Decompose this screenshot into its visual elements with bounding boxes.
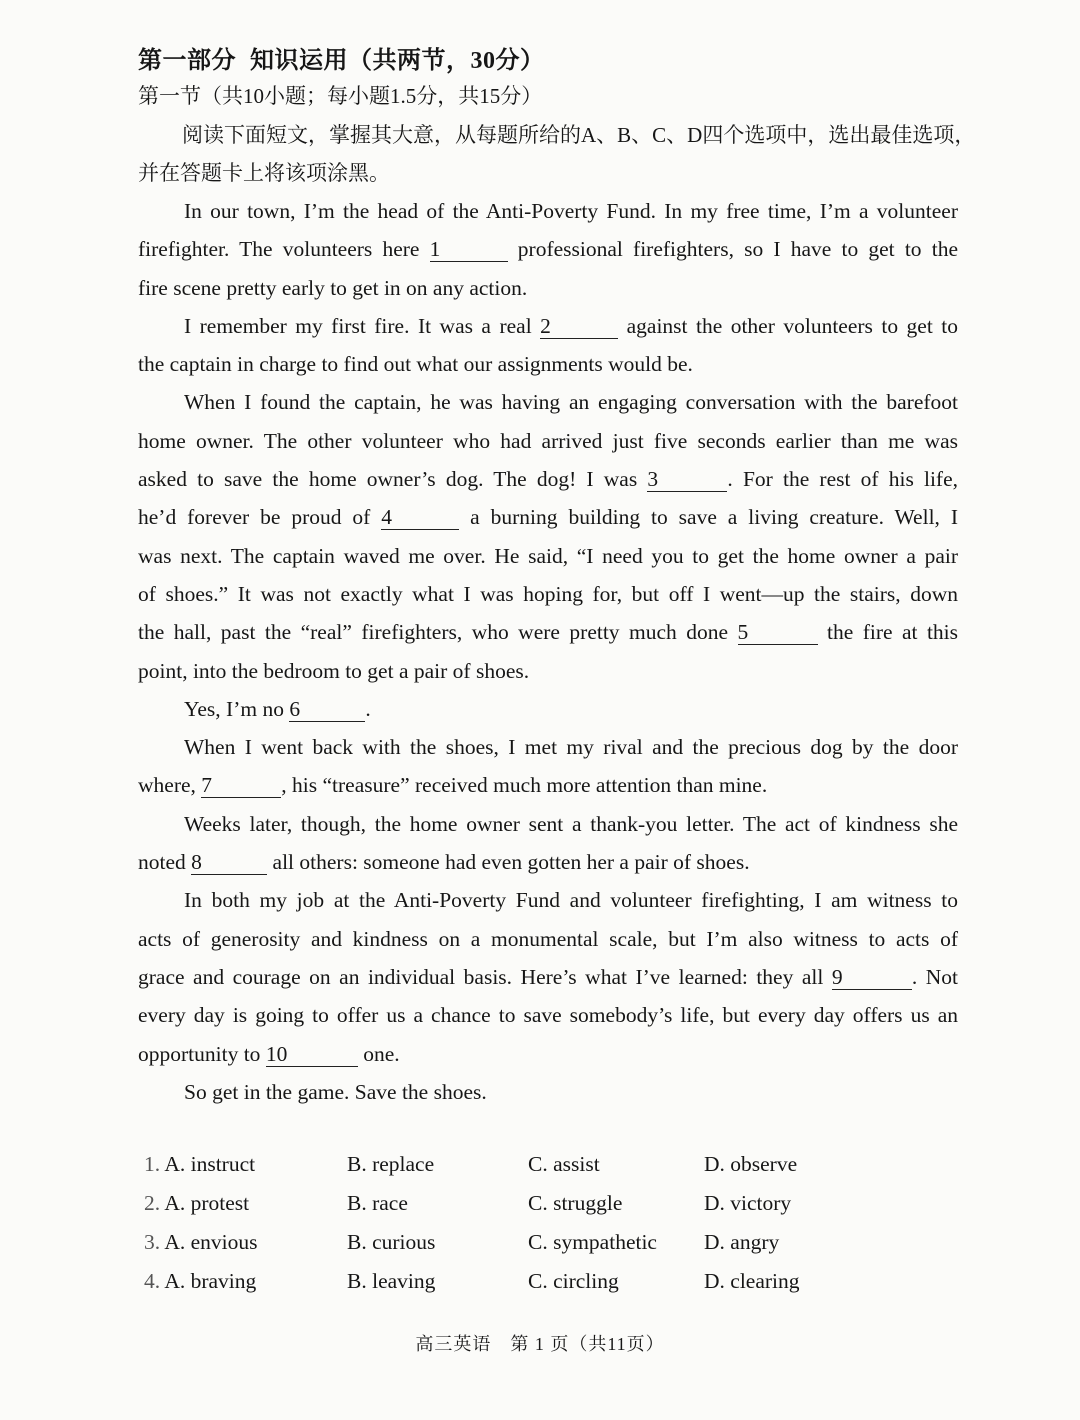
option-b[interactable]: B. curious [347,1230,436,1254]
option-c[interactable]: C. struggle [528,1191,623,1215]
option-row [144,1152,904,1191]
answer-options [144,1152,904,1308]
passage-line: the hall, past the “real” firefighters, who were pretty much done 5 the fire at this [138,620,959,645]
option-a[interactable]: 1. A. instruct [144,1152,256,1176]
option-row [144,1269,904,1308]
blank-4[interactable]: 4 [381,505,459,530]
part-label: 第一部分 [138,48,236,74]
option-c[interactable]: C. circling [528,1269,619,1293]
option-row [144,1230,904,1269]
passage-line: noted 8 all others: someone had even gotten her a pair of shoes. [138,850,750,875]
passage-line: fire scene pretty early to get in on any action. [138,275,528,300]
instructions-line: 并在答题卡上将该项涂黑。 [138,161,390,185]
blank-10[interactable]: 10 [266,1042,358,1067]
passage-line: every day is going to offer us a chance to save somebody’s life, but every day offers us an [138,1003,958,1028]
passage-line: In both my job at the Anti-Poverty Fund and volunteer firefighting, I am witness to [184,888,958,913]
blank-2[interactable]: 2 [540,314,618,339]
blank-5[interactable]: 5 [738,620,818,645]
passage-line: Weeks later, though, the home owner sent a thank-you letter. The act of kindness she [184,811,958,836]
option-d[interactable]: D. victory [704,1191,792,1215]
passage-line: So get in the game. Save the shoes. [184,1079,487,1104]
passage-line: asked to save the home owner’s dog. The dog! I was 3 . For the rest of his life, [138,467,959,492]
part-heading [138,40,559,75]
option-b[interactable]: B. race [347,1191,408,1215]
blank-7[interactable]: 7 [201,773,281,798]
option-row [144,1191,904,1230]
passage-line: where, 7 , his “treasure” received much more attention than mine. [138,773,768,798]
passage-line: home owner. The other volunteer who had arrived just five seconds earlier than me was [138,428,958,453]
option-d[interactable]: D. angry [704,1230,780,1254]
passage-line: I remember my first fire. It was a real 2 against the other volunteers to get to [184,313,959,338]
option-c[interactable]: C. assist [528,1152,600,1176]
cloze-passage [138,192,958,1111]
passage-line: of shoes.” It was not exactly what I was hoping for, but off I went—up the stairs, down [138,581,958,606]
passage-line: he’d forever be proud of 4 a burning building to save a living creature. Well, I [138,505,958,530]
passage-line: In our town, I’m the head of the Anti-Poverty Fund. In my free time, I’m a volunteer [184,199,958,223]
passage-line: firefighter. The volunteers here 1 professional firefighters, so I have to get to the [138,237,958,262]
blank-8[interactable]: 8 [191,850,267,875]
option-d[interactable]: D. clearing [704,1269,800,1293]
part-title: 知识运用（共两节，30分） [250,48,545,74]
instructions-line: 阅读下面短文，掌握其大意，从每题所给的A、B、C、D四个选项中，选出最佳选项， [182,123,976,147]
blank-1[interactable]: 1 [430,237,508,262]
blank-3[interactable]: 3 [647,467,727,492]
passage-line: was next. The captain waved me over. He said, “I need you to get the home owner a pair [138,543,958,568]
option-a[interactable]: 4. A. braving [144,1269,257,1293]
passage-line: When I went back with the shoes, I met my rival and the precious dog by the door [184,735,958,760]
option-d[interactable]: D. observe [704,1152,798,1176]
option-a[interactable]: 3. A. envious [144,1230,258,1254]
passage-line: point, into the bedroom to get a pair of shoes. [138,658,530,683]
option-b[interactable]: B. leaving [347,1269,436,1293]
page-footer: 高三英语 第 1 页（共11页） [415,1334,665,1354]
instructions [138,116,976,192]
blank-6[interactable]: 6 [289,697,365,722]
passage-line: When I found the captain, he was having an engaging conversation with the barefoot [184,390,958,415]
option-c[interactable]: C. sympathetic [528,1230,657,1254]
option-a[interactable]: 2. A. protest [144,1191,250,1215]
passage-line: acts of generosity and kindness on a monumental scale, but I’m also witness to acts of [138,926,958,951]
blank-9[interactable]: 9 [832,965,912,990]
passage-line: opportunity to 10 one. [138,1041,400,1066]
section-heading: 第一节（共10小题；每小题1.5分，共15分） [138,84,543,108]
passage-line: Yes, I’m no 6 . [184,696,371,721]
passage-line: the captain in charge to find out what our assignments would be. [138,352,693,377]
passage-line: grace and courage on an individual basis. Here’s what I’ve learned: they all 9 . Not [138,964,959,989]
option-b[interactable]: B. replace [347,1152,435,1176]
